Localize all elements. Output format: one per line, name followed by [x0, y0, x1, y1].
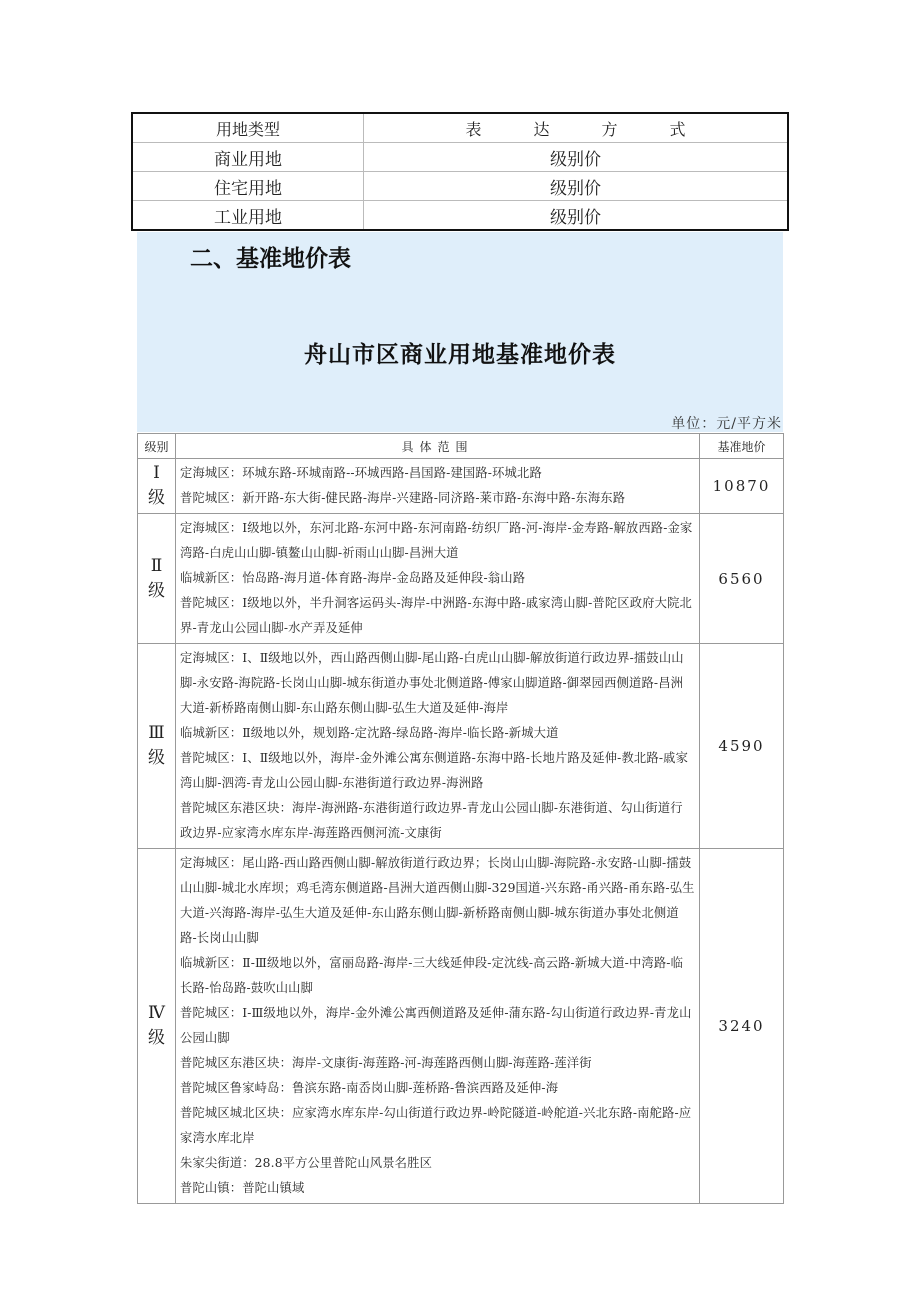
expression-cell: 级别价: [364, 201, 789, 231]
scope-line: 定海城区：环城东路-环城南路--环城西路-昌国路-建国路-环城北路: [180, 466, 542, 480]
price-header: 基准地价: [700, 434, 784, 459]
land-type-cell: 商业用地: [132, 143, 364, 172]
scope-line: 朱家尖街道：28.8平方公里普陀山风景名胜区: [180, 1156, 433, 1170]
scope-cell: [176, 644, 700, 849]
land-type-header: 用地类型: [132, 113, 364, 143]
section-title: 二、基准地价表: [190, 246, 351, 272]
price-cell: 4590: [700, 644, 784, 849]
scope-line: 普陀城区城北区块：应家湾水库东岸-勾山街道行政边界-岭陀隧道-岭舵道-兴北东路-南舵路-应家湾水库北岸: [180, 1106, 692, 1145]
scope-line: 普陀城区鲁家峙岛：鲁滨东路-南岙岗山脚-莲桥路-鲁滨西路及延伸-海: [180, 1081, 559, 1095]
scope-line: 定海城区：Ⅰ级地以外，东河北路-东河中路-东河南路-纺织厂路-河-海岸-金寿路-解放西路-金家湾路-白虎山山脚-镇鳌山山脚-祈雨山山脚-昌洲大道: [180, 521, 693, 560]
level-suffix: 级: [148, 1028, 165, 1048]
scope-line: 临城新区：怡岛路-海月道-体育路-海岸-金岛路及延伸段-翁山路: [180, 571, 526, 585]
level-cell: [138, 459, 176, 514]
scope-line: 普陀城区：Ⅰ级地以外，半升洞客运码头-海岸-中洲路-东海中路-戚家湾山脚-普陀区政府大院北界-青龙山公园山脚-水产弄及延伸: [180, 596, 692, 635]
unit-label: 单位：元/平方米: [671, 416, 782, 432]
table-row: [138, 849, 784, 1204]
table-row: [138, 459, 784, 514]
level-cell: [138, 644, 176, 849]
level-header: 级别: [138, 434, 176, 459]
level-suffix: 级: [148, 488, 165, 508]
table-title: 舟山市区商业用地基准地价表: [304, 342, 616, 368]
scope-line: 普陀城区：Ⅰ、Ⅱ级地以外，海岸-金外滩公寓东侧道路-东海中路-长地片路及延伸-教北路-戚家湾山脚-泗湾-青龙山公园山脚-东港街道行政边界-海洲路: [180, 751, 689, 790]
expression-header: 表达方式: [364, 113, 789, 143]
scope-header: 具体范围: [176, 434, 700, 459]
scope-line: 普陀城区：新开路-东大街-健民路-海岸-兴建路-同济路-莱市路-东海中路-东海东路: [180, 491, 626, 505]
level-suffix: 级: [148, 580, 165, 601]
land-type-row: [132, 201, 788, 231]
level-cell: [138, 514, 176, 644]
level-suffix: 级: [148, 748, 165, 768]
price-cell: 6560: [700, 514, 784, 644]
land-type-row: [132, 143, 788, 172]
expression-cell: 级别价: [364, 143, 789, 172]
level-numeral: Ⅰ: [153, 463, 160, 483]
scope-line: 定海城区：Ⅰ、Ⅱ级地以外，西山路西侧山脚-尾山路-白虎山山脚-解放街道行政边界-擂鼓山山脚-永安路-海院路-长岗山山脚-城东街道办事处北侧道路-傅家山脚道路-御翠园西侧道路-昌洲大道-新桥路南侧山脚-东山路东侧山脚-弘生大道及延伸-海岸: [180, 651, 684, 715]
land-type-cell: 工业用地: [132, 201, 364, 231]
land-type-row: [132, 172, 788, 201]
level-cell: [138, 849, 176, 1204]
table-row: [138, 514, 784, 644]
level-numeral: Ⅲ: [148, 723, 165, 743]
land-type-cell: 住宅用地: [132, 172, 364, 201]
table-row: [138, 644, 784, 849]
scope-cell: [176, 514, 700, 644]
scope-line: 普陀城区：Ⅰ-Ⅲ级地以外，海岸-金外滩公寓西侧道路及延伸-蒲东路-勾山街道行政边界-青龙山公园山脚: [180, 1006, 692, 1045]
scope-line: 普陀山镇：普陀山镇域: [180, 1181, 305, 1195]
price-header-row: [138, 434, 784, 459]
scope-line: 临城新区：Ⅱ级地以外，规划路-定沈路-绿岛路-海岸-临长路-新城大道: [180, 726, 559, 740]
scope-cell: [176, 459, 700, 514]
scope-line: 定海城区：尾山路-西山路西侧山脚-解放街道行政边界；长岗山山脚-海院路-永安路-山脚-擂鼓山山脚-城北水库坝；鸡毛湾东侧道路-昌洲大道西侧山脚-329国道-兴东路-甬兴路-甬东路-弘生大道-兴海路-海岸-弘生大道及延伸-东山路东侧山脚-新桥路南侧山脚-城东街道办事处北侧道路-长岗山山脚: [180, 856, 695, 945]
scope-line: 普陀城区东港区块：海岸-海洲路-东港街道行政边界-青龙山公园山脚-东港街道、勾山街道行政边界-应家湾水库东岸-海莲路西侧河流-文康街: [180, 801, 683, 840]
price-cell: 10870: [700, 459, 784, 514]
scope-cell: [176, 849, 700, 1204]
level-numeral: Ⅱ: [150, 555, 163, 576]
benchmark-price-table: [137, 433, 784, 1204]
level-numeral: Ⅳ: [148, 1003, 165, 1023]
land-type-header-row: [132, 113, 788, 143]
scope-line: 普陀城区东港区块：海岸-文康街-海莲路-河-海莲路西侧山脚-海莲路-莲洋街: [180, 1056, 592, 1070]
scope-line: 临城新区：Ⅱ-Ⅲ级地以外，富丽岛路-海岸-三大线延伸段-定沈线-高云路-新城大道-中湾路-临长路-怡岛路-鼓吹山山脚: [180, 956, 684, 995]
price-cell: 3240: [700, 849, 784, 1204]
expression-cell: 级别价: [364, 172, 789, 201]
land-type-table: [131, 112, 789, 231]
